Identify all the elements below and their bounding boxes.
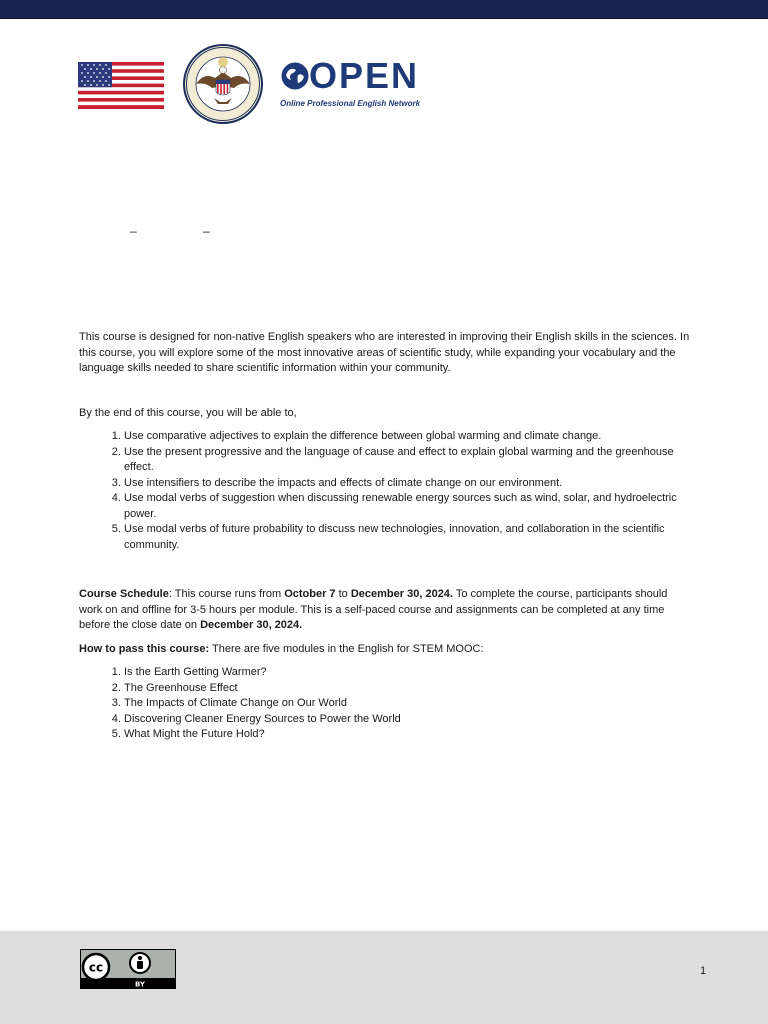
list-item: 1. Use comparative adjectives to explain the difference between global warming and climate change. <box>124 429 691 445</box>
outcomes-list <box>79 429 691 553</box>
license-badge-text: BY <box>134 980 146 989</box>
pass-label: How to pass this course: <box>79 642 210 655</box>
course-schedule <box>79 587 691 634</box>
schedule-text: to <box>335 588 351 600</box>
us-flag-icon <box>78 62 164 109</box>
list-item: 2. Use the present progressive and the language of cause and effect to explain global warming and the greenhouse effect. <box>124 445 691 476</box>
list-item: 1. Is the Earth Getting Warmer? <box>124 665 691 681</box>
schedule-text: To complete the course, participants should work on and offline for 3-5 hours per module. This is a self-paced course and assignments can be completed at any time before the close date on <box>79 588 668 631</box>
svg-text:cc: cc <box>88 960 104 975</box>
page-footer <box>0 931 768 1024</box>
open-logo <box>280 55 421 114</box>
header-logos <box>78 42 438 126</box>
list-item: 4. Use modal verbs of suggestion when discussing renewable energy sources such as wind, solar, and hydroelectric power. <box>124 491 691 522</box>
list-item: 4. Discovering Cleaner Energy Sources to Power the World <box>124 712 691 728</box>
schedule-label: Course Schedule <box>79 588 169 600</box>
document-body <box>79 330 691 743</box>
list-item: 5. What Might the Future Hold? <box>124 727 691 743</box>
title-dash: – <box>203 224 210 238</box>
outcomes-lead: By the end of this course, you will be able to, <box>79 406 297 419</box>
pass-text: There are five modules in the English for STEM MOOC: <box>209 642 484 655</box>
list-item: 2. The Greenhouse Effect <box>124 681 691 697</box>
creative-commons-by-icon <box>80 949 176 989</box>
open-logo-tagline: Online Professional English Network <box>280 99 421 108</box>
schedule-close-date: December 30, 2024. <box>200 619 303 631</box>
schedule-end-date: December 30, 2024. <box>350 588 453 600</box>
open-logo-word: OPEN <box>309 55 420 96</box>
schedule-text: : This course runs from <box>168 588 285 600</box>
list-item: 3. The Impacts of Climate Change on Our World <box>124 696 691 712</box>
intro-paragraph: This course is designed for non-native English speakers who are interested in improving their English skills in the sciences. In this course, you will explore some of the most innovative areas of scientific study, while expanding your vocabulary and the language skills needed to share scientific information within your community. <box>79 331 690 374</box>
top-bar <box>0 0 768 19</box>
department-of-state-seal-icon <box>182 42 264 126</box>
page-number: 1 <box>700 965 707 977</box>
list-item: 5. Use modal verbs of future probability to discuss new technologies, innovation, and collaboration in the scientific community. <box>124 522 691 553</box>
modules-list <box>79 665 691 743</box>
schedule-start-date: October 7 <box>284 588 336 600</box>
list-item: 3. Use intensifiers to describe the impacts and effects of climate change on our environment. <box>124 476 691 492</box>
title-dash: – <box>130 224 137 238</box>
how-to-pass <box>79 642 691 658</box>
globe-icon <box>280 61 310 91</box>
